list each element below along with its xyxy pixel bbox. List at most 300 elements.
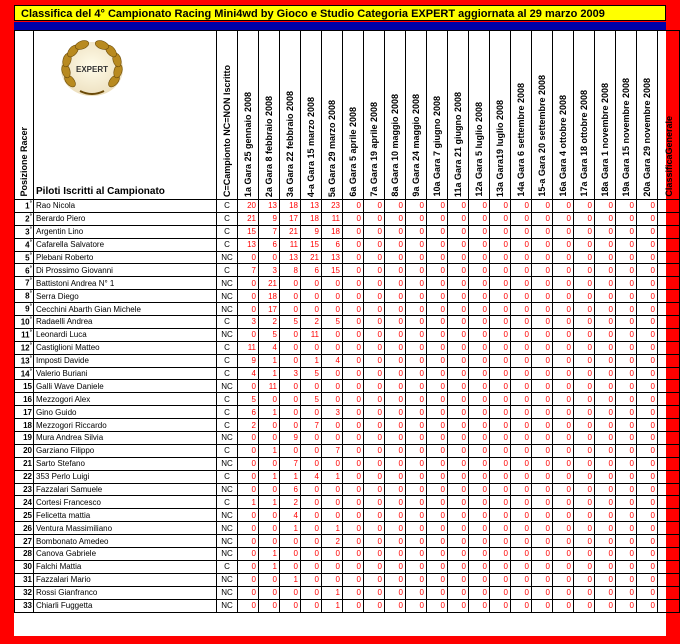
score-cell: 0 <box>427 316 448 329</box>
score-cell: 0 <box>574 470 595 483</box>
score-cell: 0 <box>385 277 406 290</box>
score-cell: 0 <box>637 599 658 612</box>
score-cell: 0 <box>406 225 427 238</box>
score-cell: 0 <box>364 328 385 341</box>
score-cell: 0 <box>616 406 637 419</box>
header-race-15-label: 15-a Gara 20 settembre 2008 <box>537 75 547 197</box>
position-cell <box>15 200 34 213</box>
score-cell: 0 <box>574 509 595 522</box>
score-cell: 0 <box>343 522 364 535</box>
score-cell: 0 <box>511 212 532 225</box>
score-cell: 0 <box>511 354 532 367</box>
score-cell: 0 <box>616 560 637 573</box>
position-cell <box>15 522 34 535</box>
score-cell: 0 <box>469 483 490 496</box>
total-cell: 1 <box>658 548 680 561</box>
table-row <box>15 251 680 264</box>
header-race-13 <box>490 31 511 200</box>
table-row <box>15 548 680 561</box>
position-number: 18 <box>23 420 32 430</box>
score-cell: 0 <box>301 341 322 354</box>
score-cell: 0 <box>532 354 553 367</box>
header-race-11 <box>448 31 469 200</box>
score-cell: 0 <box>322 419 343 432</box>
score-cell: 11 <box>259 380 280 393</box>
score-cell: 0 <box>343 367 364 380</box>
score-cell: 11 <box>280 238 301 251</box>
score-cell: 0 <box>490 522 511 535</box>
score-cell: 0 <box>343 586 364 599</box>
category-cell: NC <box>217 509 238 522</box>
position-suffix: ° <box>29 214 32 220</box>
position-cell <box>15 251 34 264</box>
score-cell: 0 <box>511 419 532 432</box>
score-cell: 0 <box>406 419 427 432</box>
score-cell: 0 <box>574 277 595 290</box>
score-cell: 9 <box>280 432 301 445</box>
score-cell: 0 <box>490 457 511 470</box>
score-cell: 0 <box>448 444 469 457</box>
score-cell: 0 <box>427 548 448 561</box>
score-cell: 0 <box>322 277 343 290</box>
score-cell: 0 <box>553 316 574 329</box>
score-cell: 0 <box>385 238 406 251</box>
position-suffix: ° <box>29 342 32 349</box>
score-cell: 0 <box>322 496 343 509</box>
total-cell: 39 <box>658 264 680 277</box>
score-cell: 0 <box>343 225 364 238</box>
score-cell: 0 <box>616 522 637 535</box>
score-cell: 0 <box>490 586 511 599</box>
pilot-name-cell: Gino Guido <box>34 406 217 419</box>
position-number: 24 <box>23 497 32 507</box>
score-cell: 0 <box>469 432 490 445</box>
score-cell: 0 <box>343 483 364 496</box>
position-number: 21 <box>23 459 32 469</box>
score-cell: 0 <box>511 483 532 496</box>
score-cell: 0 <box>511 290 532 303</box>
score-cell: 0 <box>364 522 385 535</box>
score-cell: 0 <box>616 483 637 496</box>
title-underline <box>14 22 666 30</box>
score-cell: 0 <box>364 586 385 599</box>
score-cell: 0 <box>406 354 427 367</box>
score-cell: 0 <box>385 341 406 354</box>
position-number: 30 <box>23 562 32 572</box>
score-cell: 0 <box>385 393 406 406</box>
score-cell: 0 <box>280 380 301 393</box>
score-cell: 0 <box>448 277 469 290</box>
position-cell <box>15 470 34 483</box>
score-cell: 0 <box>469 303 490 316</box>
score-cell: 0 <box>616 586 637 599</box>
score-cell: 0 <box>469 212 490 225</box>
score-cell: 11 <box>322 212 343 225</box>
score-cell: 0 <box>595 290 616 303</box>
score-cell: 0 <box>595 573 616 586</box>
score-cell: 0 <box>490 560 511 573</box>
score-cell: 0 <box>553 444 574 457</box>
score-cell: 0 <box>448 354 469 367</box>
score-cell: 0 <box>385 573 406 586</box>
category-cell: NC <box>217 522 238 535</box>
score-cell: 0 <box>595 419 616 432</box>
score-cell: 0 <box>364 212 385 225</box>
category-cell: NC <box>217 303 238 316</box>
header-pilots <box>34 31 217 200</box>
pilot-name-cell: Leonardi Luca <box>34 328 217 341</box>
score-cell: 0 <box>385 470 406 483</box>
position-cell <box>15 303 34 316</box>
score-cell: 0 <box>574 238 595 251</box>
score-cell: 17 <box>280 212 301 225</box>
total-cell: 70 <box>658 225 680 238</box>
score-cell: 0 <box>574 432 595 445</box>
table-row <box>15 303 680 316</box>
score-cell: 0 <box>637 328 658 341</box>
score-cell: 0 <box>406 586 427 599</box>
position-number: 26 <box>23 523 32 533</box>
score-cell: 0 <box>343 290 364 303</box>
score-cell: 21 <box>238 212 259 225</box>
score-cell: 0 <box>322 457 343 470</box>
score-cell: 0 <box>385 367 406 380</box>
position-number: 12 <box>20 343 30 353</box>
position-suffix: ° <box>29 355 32 362</box>
score-cell: 0 <box>637 548 658 561</box>
score-cell: 0 <box>427 251 448 264</box>
category-cell: NC <box>217 535 238 548</box>
score-cell: 0 <box>385 406 406 419</box>
score-cell: 0 <box>553 393 574 406</box>
table-row <box>15 354 680 367</box>
score-cell: 7 <box>238 264 259 277</box>
score-cell: 0 <box>406 303 427 316</box>
category-cell: NC <box>217 290 238 303</box>
category-cell: C <box>217 341 238 354</box>
score-cell: 0 <box>637 432 658 445</box>
score-cell: 0 <box>469 586 490 599</box>
score-cell: 0 <box>553 212 574 225</box>
score-cell: 13 <box>280 251 301 264</box>
category-cell: NC <box>217 328 238 341</box>
score-cell: 0 <box>301 277 322 290</box>
position-number: 20 <box>23 446 32 456</box>
total-cell: 18 <box>658 290 680 303</box>
score-cell: 0 <box>427 238 448 251</box>
score-cell: 0 <box>490 264 511 277</box>
total-cell: 6 <box>658 483 680 496</box>
score-cell: 0 <box>637 457 658 470</box>
score-cell: 0 <box>574 212 595 225</box>
score-cell: 0 <box>364 290 385 303</box>
score-cell: 0 <box>448 419 469 432</box>
standings-table <box>14 30 680 613</box>
position-cell <box>15 290 34 303</box>
score-cell: 0 <box>637 560 658 573</box>
score-cell: 0 <box>469 573 490 586</box>
score-cell: 0 <box>259 251 280 264</box>
position-cell <box>15 483 34 496</box>
position-number: 28 <box>23 549 32 559</box>
score-cell: 18 <box>301 212 322 225</box>
score-cell: 0 <box>469 328 490 341</box>
score-cell: 0 <box>406 496 427 509</box>
score-cell: 0 <box>553 406 574 419</box>
total-cell: 9 <box>658 419 680 432</box>
score-cell: 0 <box>532 393 553 406</box>
score-cell: 0 <box>511 238 532 251</box>
score-cell: 0 <box>553 264 574 277</box>
position-number: 22 <box>23 472 32 482</box>
score-cell: 4 <box>238 367 259 380</box>
total-cell: 11 <box>658 380 680 393</box>
score-cell: 9 <box>238 354 259 367</box>
score-cell: 0 <box>511 444 532 457</box>
score-cell: 1 <box>259 444 280 457</box>
score-cell: 0 <box>511 470 532 483</box>
score-cell: 0 <box>595 483 616 496</box>
score-cell: 0 <box>343 470 364 483</box>
score-cell: 0 <box>343 560 364 573</box>
score-cell: 0 <box>385 212 406 225</box>
position-number: 3 <box>25 227 30 237</box>
score-cell: 0 <box>490 380 511 393</box>
position-number: 10 <box>20 317 30 327</box>
header-race-13-label: 13a Gara19 luglio 2008 <box>495 99 505 197</box>
table-row <box>15 509 680 522</box>
position-cell <box>15 316 34 329</box>
score-cell: 0 <box>343 548 364 561</box>
score-cell: 0 <box>532 483 553 496</box>
score-cell: 4 <box>322 354 343 367</box>
score-cell: 0 <box>574 393 595 406</box>
category-cell: NC <box>217 432 238 445</box>
score-cell: 0 <box>595 548 616 561</box>
score-cell: 0 <box>532 264 553 277</box>
category-cell: C <box>217 200 238 213</box>
score-cell: 0 <box>469 522 490 535</box>
score-cell: 11 <box>238 341 259 354</box>
total-cell: 47 <box>658 251 680 264</box>
score-cell: 0 <box>448 367 469 380</box>
pilot-name-cell: Sarto Stefano <box>34 457 217 470</box>
position-suffix: ° <box>29 265 32 272</box>
table-row <box>15 238 680 251</box>
score-cell: 0 <box>427 496 448 509</box>
score-cell: 0 <box>364 200 385 213</box>
score-cell: 3 <box>280 367 301 380</box>
pilot-name-cell: Garziano Filippo <box>34 444 217 457</box>
score-cell: 0 <box>574 457 595 470</box>
score-cell: 0 <box>595 560 616 573</box>
score-cell: 0 <box>616 573 637 586</box>
score-cell: 0 <box>553 380 574 393</box>
score-cell: 0 <box>637 380 658 393</box>
score-cell: 0 <box>595 264 616 277</box>
table-row <box>15 444 680 457</box>
score-cell: 0 <box>364 316 385 329</box>
pilot-name-cell: Galli Wave Daniele <box>34 380 217 393</box>
position-suffix: ° <box>29 226 32 233</box>
score-cell: 0 <box>469 457 490 470</box>
score-cell: 0 <box>427 393 448 406</box>
position-number: 6 <box>25 266 30 276</box>
score-cell: 0 <box>637 419 658 432</box>
total-cell: 1 <box>658 586 680 599</box>
score-cell: 0 <box>490 599 511 612</box>
score-cell: 0 <box>511 406 532 419</box>
score-cell: 0 <box>427 444 448 457</box>
score-cell: 0 <box>364 354 385 367</box>
score-cell: 0 <box>574 573 595 586</box>
score-cell: 0 <box>343 380 364 393</box>
score-cell: 0 <box>427 212 448 225</box>
score-cell: 0 <box>469 548 490 561</box>
table-row <box>15 225 680 238</box>
score-cell: 0 <box>343 432 364 445</box>
score-cell: 15 <box>322 264 343 277</box>
score-cell: 0 <box>469 225 490 238</box>
position-cell <box>15 277 34 290</box>
position-number: 19 <box>23 433 32 443</box>
score-cell: 0 <box>343 200 364 213</box>
pilot-name-cell: Imposti Davide <box>34 354 217 367</box>
table-row <box>15 586 680 599</box>
score-cell: 0 <box>532 212 553 225</box>
score-cell: 0 <box>280 328 301 341</box>
score-cell: 0 <box>427 200 448 213</box>
score-cell: 0 <box>574 419 595 432</box>
score-cell: 0 <box>385 483 406 496</box>
score-cell: 0 <box>490 316 511 329</box>
score-cell: 0 <box>511 457 532 470</box>
category-cell: NC <box>217 586 238 599</box>
score-cell: 0 <box>448 432 469 445</box>
score-cell: 5 <box>301 367 322 380</box>
score-cell: 0 <box>490 341 511 354</box>
category-cell: C <box>217 393 238 406</box>
score-cell: 0 <box>301 380 322 393</box>
score-cell: 0 <box>385 290 406 303</box>
score-cell: 0 <box>406 406 427 419</box>
score-cell: 0 <box>364 432 385 445</box>
score-cell: 0 <box>511 264 532 277</box>
score-cell: 0 <box>280 393 301 406</box>
score-cell: 0 <box>406 367 427 380</box>
score-cell: 2 <box>259 316 280 329</box>
score-cell: 0 <box>364 509 385 522</box>
score-cell: 0 <box>469 470 490 483</box>
score-cell: 0 <box>616 277 637 290</box>
score-cell: 7 <box>322 444 343 457</box>
header-race-16 <box>553 31 574 200</box>
score-cell: 0 <box>553 200 574 213</box>
total-cell: 4 <box>658 496 680 509</box>
position-number: 14 <box>20 369 30 379</box>
score-cell: 0 <box>637 586 658 599</box>
position-cell <box>15 535 34 548</box>
score-cell: 0 <box>490 496 511 509</box>
score-cell: 0 <box>280 599 301 612</box>
score-cell: 0 <box>469 200 490 213</box>
score-cell: 0 <box>616 444 637 457</box>
score-cell: 0 <box>364 264 385 277</box>
position-suffix: ° <box>29 239 32 246</box>
score-cell: 0 <box>385 380 406 393</box>
score-cell: 0 <box>448 406 469 419</box>
position-number: 15 <box>23 381 32 391</box>
score-cell: 0 <box>637 535 658 548</box>
score-cell: 0 <box>427 303 448 316</box>
score-cell: 0 <box>406 509 427 522</box>
score-cell: 0 <box>595 354 616 367</box>
header-race-12-label: 12a Gara 5 luglio 2008 <box>474 102 484 197</box>
score-cell: 0 <box>406 341 427 354</box>
score-cell: 0 <box>574 560 595 573</box>
score-cell: 0 <box>406 380 427 393</box>
score-cell: 0 <box>469 419 490 432</box>
score-cell: 0 <box>280 419 301 432</box>
score-cell: 0 <box>595 444 616 457</box>
score-cell: 5 <box>280 316 301 329</box>
score-cell: 0 <box>385 548 406 561</box>
score-cell: 1 <box>259 470 280 483</box>
score-cell: 0 <box>637 264 658 277</box>
category-cell: NC <box>217 457 238 470</box>
score-cell: 0 <box>448 573 469 586</box>
score-cell: 0 <box>532 316 553 329</box>
score-cell: 0 <box>490 406 511 419</box>
score-cell: 0 <box>511 586 532 599</box>
position-cell <box>15 406 34 419</box>
score-cell: 0 <box>532 328 553 341</box>
category-cell: NC <box>217 380 238 393</box>
position-cell <box>15 328 34 341</box>
score-cell: 0 <box>364 548 385 561</box>
score-cell: 5 <box>259 328 280 341</box>
position-number: 17 <box>23 407 32 417</box>
score-cell: 0 <box>595 406 616 419</box>
score-cell: 0 <box>343 393 364 406</box>
table-row <box>15 419 680 432</box>
score-cell: 0 <box>511 316 532 329</box>
score-cell: 0 <box>259 599 280 612</box>
score-cell: 0 <box>532 238 553 251</box>
table-row <box>15 393 680 406</box>
score-cell: 0 <box>385 303 406 316</box>
score-cell: 0 <box>532 406 553 419</box>
score-cell: 0 <box>322 367 343 380</box>
header-race-12 <box>469 31 490 200</box>
score-cell: 0 <box>490 225 511 238</box>
score-cell: 2 <box>322 535 343 548</box>
pilot-name-cell: Battistoni Andrea N° 1 <box>34 277 217 290</box>
score-cell: 0 <box>469 316 490 329</box>
score-cell: 0 <box>427 354 448 367</box>
total-cell: 1 <box>658 560 680 573</box>
position-suffix: ° <box>29 304 32 311</box>
score-cell: 0 <box>238 509 259 522</box>
score-cell: 0 <box>238 535 259 548</box>
score-cell: 0 <box>364 470 385 483</box>
score-cell: 0 <box>364 573 385 586</box>
score-cell: 0 <box>574 522 595 535</box>
score-cell: 0 <box>322 560 343 573</box>
score-cell: 0 <box>406 483 427 496</box>
score-cell: 0 <box>595 212 616 225</box>
score-cell: 0 <box>385 354 406 367</box>
